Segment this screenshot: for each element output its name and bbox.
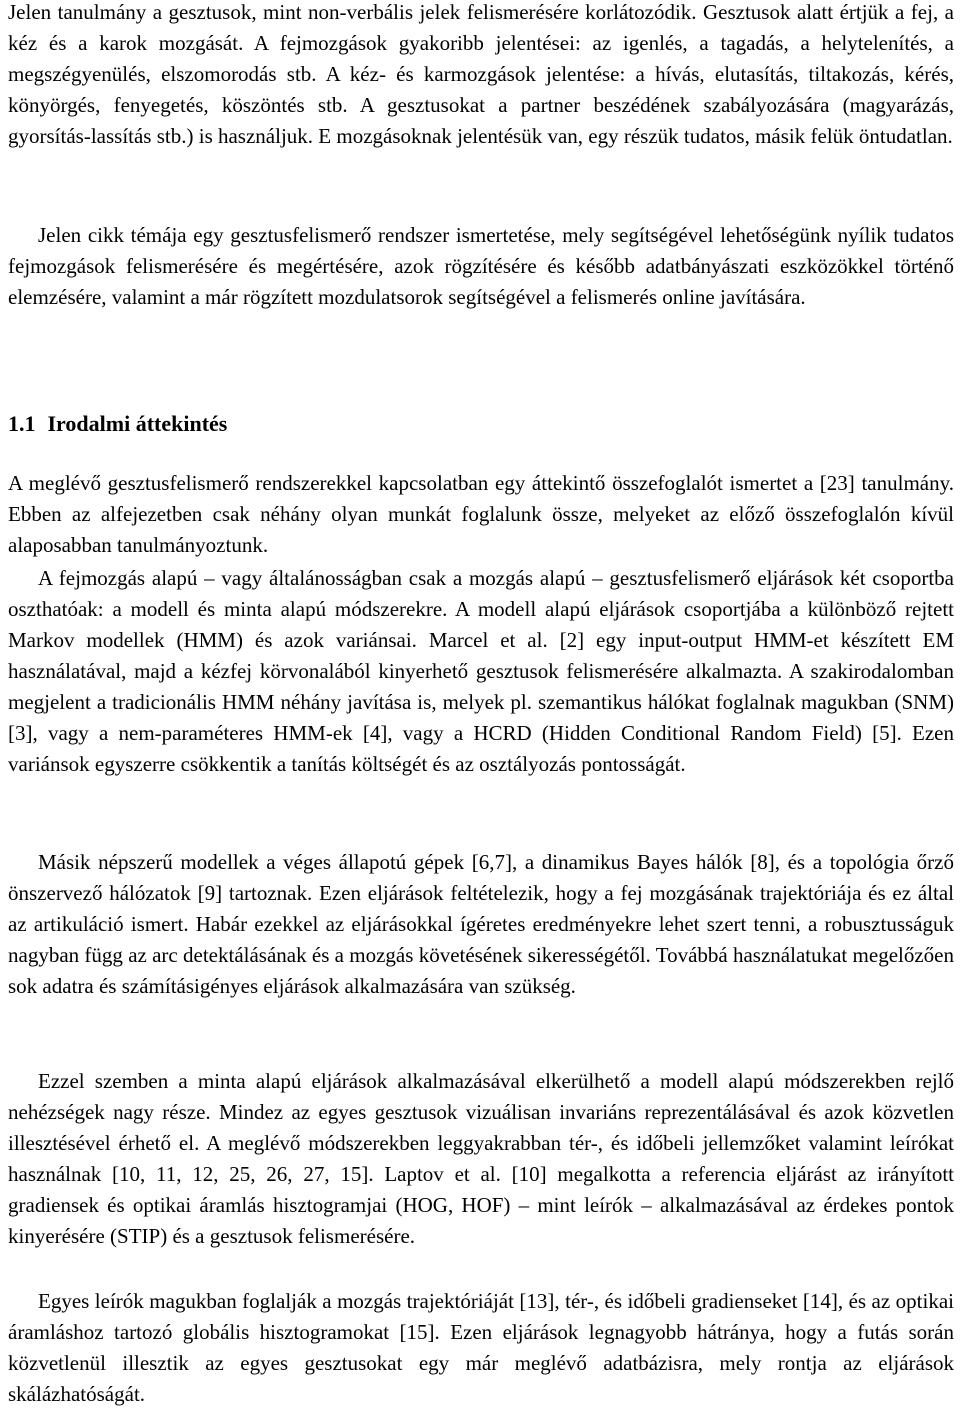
paragraph-pattern-based-methods: Ezzel szemben a minta alapú eljárások alkalmazásával elkerülhető a modell alapú módszerekben rejlő nehézségek nagy része. Mindez az egyes gesztusok vizuálisan invariáns reprezentálásával és azok közvetlen illesztésével érhető el. A meglévő módszerekben leggyakrabban tér-, és időbeli jellemzőket valamint leírókat használnak [10, 11, 12, 25, 26, 27, 15]. Laptov et al. [10] megalkotta a referencia eljárást az irányított gradiensek és optikai áramlás hisztogramjai (HOG, HOF) – mint leírók – alkalmazásával az érdekes pontok kinyerésére (STIP) és a gesztusok felismerésére. [8,1069,954,1248]
paragraph-model-based-methods: A fejmozgás alapú – vagy általánosságban csak a mozgás alapú – gesztusfelismerő eljárások két csoportba oszthatóak: a modell és minta alapú módszerekre. A modell alapú eljárások csoportjába a különböző rejtett Markov modellek (HMM) és azok variánsai. Marcel et al. [2] egy input-output HMM-et készített EM használatával, majd a kézfej körvonalából kinyerhető gesztusok felismerésére alkalmazta. A szakirodalomban megjelent a tradicionális HMM néhány javítása is, melyek pl. szemantikus hálókat foglalnak magukban (SNM) [3], vagy a nem-paraméteres HMM-ek [4], vagy a HCRD (Hidden Conditional Random Field) [5]. Ezen variánsok egyszerre csökkentik a tanítás költségét és az osztályozás pontosságát. [8,566,954,776]
section-number: 1.1 [8,411,36,436]
paragraph-literature-overview: A meglévő gesztusfelismerő rendszerekkel kapcsolatban egy áttekintő összefoglalót ismertet a [23] tanulmány. Ebben az alfejezetben csak néhány olyan munkát foglalunk össze, melyeket az előző összefoglalón kívül alaposabban tanulmányoztunk. [8,471,954,557]
section-heading [8,408,227,439]
paragraph-intro-gestures: Jelen tanulmány a gesztusok, mint non-verbális jelek felismerésére korlátozódik. Gesztusok alatt értjük a fej, a kéz és a karok mozgását. A fejmozgások gyakoribb jelentései: az igenlés, a tagadás, a helytelenítés, a megszégyenülés, elszomorodás stb. A kéz- és karmozgások jelentése: a hívás, elutasítás, tiltakozás, kérés, könyörgés, fenyegetés, köszöntés stb. A gesztusokat a partner beszédének szabályozására (magyarázás, gyorsítás-lassítás stb.) is használjuk. E mozgásoknak jelentésük van, egy részük tudatos, másik felük öntudatlan. [8,0,954,148]
paragraph-other-models: Másik népszerű modellek a véges állapotú gépek [6,7], a dinamikus Bayes hálók [8], és a topológia őrző önszervező hálózatok [9] tartoznak. Ezen eljárások feltételezik, hogy a fej mozgásának trajektóriája és ez által az artikuláció ismert. Habár ezekkel az eljárásokkal ígéretes eredményekre lehet szert tenni, a robusztusságuk nagyban függ az arc detektálásának és a mozgás követésének sikerességétől. Továbbá használatukat megelőzően sok adatra és számításigényes eljárások alkalmazására van szükség. [8,850,954,998]
paragraph-descriptors: Egyes leírók magukban foglalják a mozgás trajektóriáját [13], tér-, és időbeli gradienseket [14], és az optikai áramláshoz tartozó globális hisztogramokat [15]. Ezen eljárások legnagyobb hátránya, hogy a futás során közvetlenül illesztik az egyes gesztusokat egy már meglévő adatbázisra, mely rontja az eljárások skálázhatóságát. [8,1289,954,1406]
section-title: Irodalmi áttekintés [47,411,228,436]
paragraph-article-topic: Jelen cikk témája egy gesztusfelismerő rendszer ismertetése, mely segítségével lehetőségünk nyílik tudatos fejmozgások felismerésére és megértésére, azok rögzítésére és később adatbányászati eszközökkel történő elemzésére, valamint a már rögzített mozdulatsorok segítségével a felismerés online javítására. [8,223,954,309]
